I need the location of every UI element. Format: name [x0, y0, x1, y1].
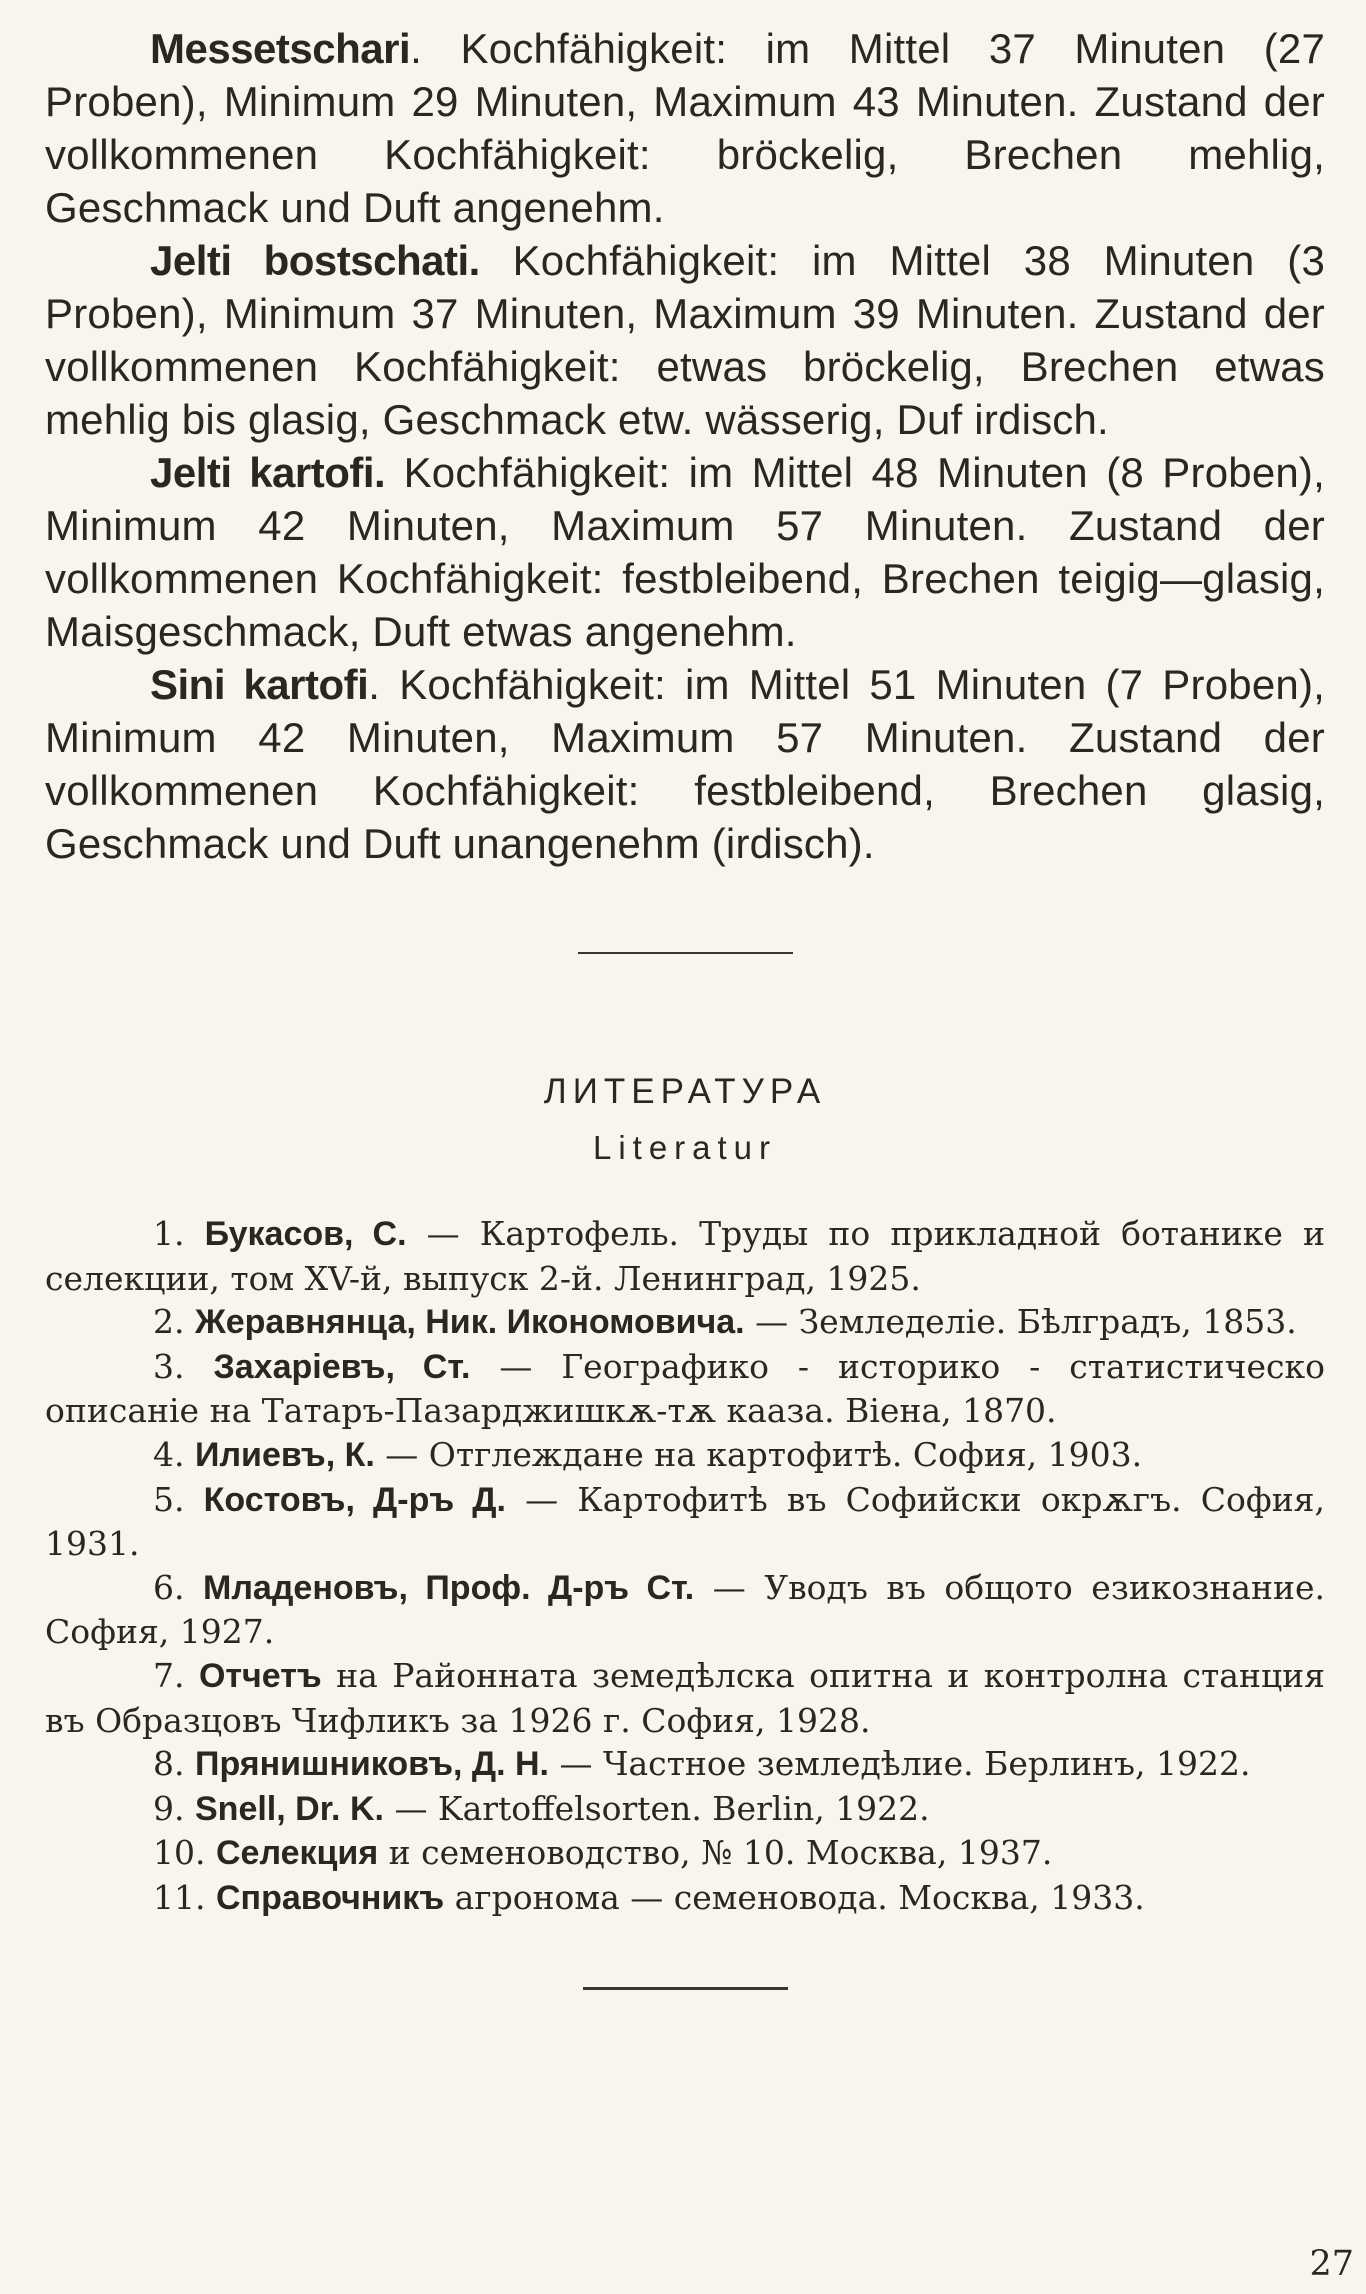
reference-text: — Земледеліе. Бѣлградъ, 1853.: [744, 1302, 1297, 1342]
reference-author: Костовъ, Д-ръ Д.: [203, 1480, 506, 1519]
reference-item: [45, 1787, 1325, 1832]
reference-number: 5.: [153, 1479, 185, 1519]
variety-descriptions: [45, 22, 1325, 870]
reference-item: [45, 1654, 1325, 1742]
reference-text: — Картофитѣ въ Софийски окрѫгъ. София, 1931.: [45, 1479, 1325, 1564]
reference-author: Отчетъ: [198, 1656, 322, 1695]
literature-heading-russian: ЛИТЕРАТУРА: [543, 1072, 827, 1111]
reference-number: 1.: [153, 1214, 185, 1253]
reference-author: Snell, Dr. K.: [195, 1789, 384, 1828]
reference-text: агронома — семеновода. Москва, 1933.: [444, 1877, 1145, 1917]
reference-text: на Районната земедѣлска опитна и контролна станция въ Образцовъ Чифликъ за 1926 г. София, 1928.: [45, 1655, 1325, 1740]
reference-text: и семеноводство, № 10. Москва, 1937.: [378, 1833, 1053, 1873]
reference-number: 7.: [153, 1655, 185, 1695]
variety-name: Jelti kartofi.: [150, 449, 386, 496]
book-page: [45, 22, 1325, 2272]
reference-item: [45, 1433, 1325, 1478]
variety-text: . Kochfähigkeit: im Mittel 37 Minuten (27 Proben), Minimum 29 Minuten, Maximum 43 Minuten. Zustand der vollkommenen Kochfähigkeit: bröckelig, Brechen mehlig, Geschmack und Duft angenehm.: [45, 25, 1325, 231]
variety-paragraph: [45, 446, 1325, 658]
reference-author: Младеновъ, Проф. Д-ръ Ст.: [203, 1568, 695, 1607]
end-divider: [583, 1987, 788, 1990]
reference-author: Справочникъ: [215, 1878, 445, 1917]
literature-heading-german: Literatur: [592, 1129, 778, 1166]
reference-text: — Kartoffelsorten. Berlin, 1922.: [383, 1788, 930, 1828]
reference-text: — Картофель. Труды по прикладной ботанике и селекции, том XV-й, выпуск 2-й. Ленинград, 1925.: [45, 1214, 1325, 1298]
reference-item: [45, 1478, 1325, 1566]
variety-paragraph: [45, 22, 1325, 234]
variety-name: Sini kartofi: [150, 661, 369, 708]
reference-text: — Географико - историко - статистическо описаніе на Татаръ-Пазарджишкѫ-тѫ кааза. Віена, 1870.: [45, 1346, 1325, 1431]
variety-paragraph: [45, 234, 1325, 446]
reference-item: [45, 1831, 1325, 1876]
variety-name: Messetschari: [150, 25, 411, 72]
reference-number: 9.: [153, 1788, 185, 1828]
section-divider: [578, 952, 793, 954]
variety-text: Kochfähigkeit: im Mittel 38 Minuten (3 Proben), Minimum 37 Minuten, Maximum 39 Minuten. Zustand der vollkommenen Kochfähigkeit: etwas bröckelig, Brechen etwas mehlig bis glasig, Geschmack etw. wässerig, Duf irdisch.: [45, 237, 1326, 443]
reference-item: [45, 1742, 1325, 1787]
reference-author: Прянишниковъ, Д. Н.: [195, 1745, 549, 1784]
reference-item: [45, 1300, 1325, 1345]
page-number: 27: [1309, 2244, 1354, 2284]
reference-author: Захаріевъ, Ст.: [213, 1347, 471, 1386]
reference-author: Илиевъ, К.: [195, 1435, 375, 1474]
reference-text: — Уводъ въ общото езикознание. София, 1927.: [45, 1567, 1325, 1652]
reference-number: 6.: [153, 1567, 185, 1607]
reference-author: Селекция: [215, 1834, 379, 1873]
reference-item: [45, 1345, 1325, 1433]
reference-number: 4.: [153, 1434, 185, 1474]
reference-number: 11.: [153, 1877, 206, 1917]
reference-text: — Частное земледѣлие. Берлинъ, 1922.: [549, 1744, 1251, 1784]
variety-paragraph: [45, 658, 1325, 870]
reference-number: 2.: [153, 1302, 185, 1342]
variety-text: Kochfähigkeit: im Mittel 48 Minuten (8 Proben), Minimum 42 Minuten, Maximum 57 Minuten. Zustand der vollkommenen Kochfähigkeit: festbleibend, Brechen teigig—glasig, Maisgeschmack, Duft etwas angenehm.: [45, 449, 1325, 655]
reference-list: [45, 1212, 1325, 1921]
reference-text: — Отглеждане на картофитѣ. София, 1903.: [374, 1434, 1143, 1474]
reference-number: 3.: [153, 1346, 185, 1386]
variety-name: Jelti bostschati.: [150, 237, 480, 284]
reference-item: [45, 1212, 1325, 1300]
variety-text: . Kochfähigkeit: im Mittel 51 Minuten (7 Proben), Minimum 42 Minuten, Maximum 57 Minuten. Zustand der vollkommenen Kochfähigkeit: festbleibend, Brechen glasig, Geschmack und Duft unangenehm (irdisch).: [45, 661, 1326, 867]
reference-item: [45, 1876, 1325, 1921]
reference-author: Жеравнянца, Ник. Икономовича.: [195, 1303, 745, 1342]
reference-number: 10.: [153, 1833, 206, 1873]
reference-number: 8.: [153, 1744, 185, 1784]
reference-author: Букасов, С.: [204, 1215, 407, 1253]
reference-item: [45, 1566, 1325, 1654]
